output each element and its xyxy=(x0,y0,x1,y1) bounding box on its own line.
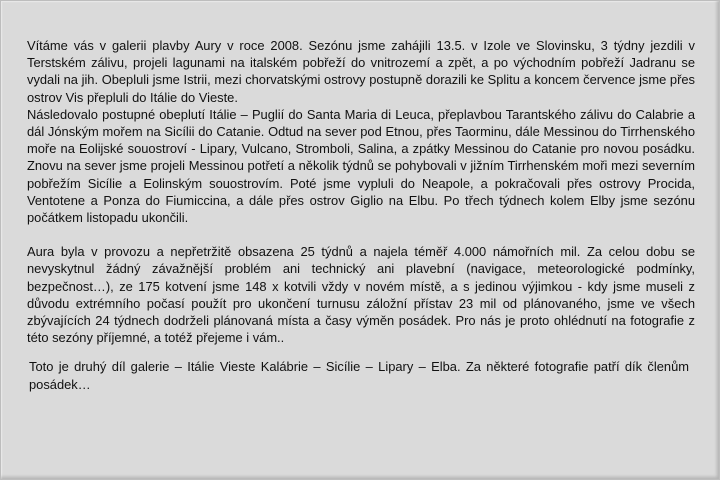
intro-paragraph-route-italy: Následovalo postupné obeplutí Itálie – Puglií do Santa Maria di Leuca, přeplavbou Tarantského zálivu do Calabrie a dál Jónským mořem na Sicílii do Catanie. Odtud na sever pod Etnou, přes Taorminu, dále Messinou do Tirrhenského moře na Eolijské souostroví - Lipary, Vulcano, Stromboli, Salina, a zpátky Messinou do Catanie pro novou posádku. Znovu na sever jsme projeli Messinou potřetí a několik týdnů se pohybovali v jižním Tirrhenském moři mezi severním pobřežím Sicílie a Eolinským souostrovím. Poté jsme vypluli do Neapole, a pokračovali přes ostrovy Procida, Ventotene a Ponza do Fiumiccina, a dále přes ostrov Giglio na Elbu. Po třech týdnech kolem Elby jsme sezónu počátkem listopadu ukončili. xyxy=(27,106,695,226)
intro-text-block xyxy=(27,37,695,393)
intro-paragraph-gallery-part: Toto je druhý díl galerie – Itálie Vieste Kalábrie – Sicílie – Lipary – Elba. Za některé fotografie patří dík členům posádek… xyxy=(29,359,689,392)
intro-paragraph-season-start: Vítáme vás v galerii plavby Aury v roce 2008. Sezónu jsme zahájili 13.5. v Izole ve Slovinsku, 3 týdny jezdili v Terstském zálivu, projeli lagunami na italském pobřeží do vnitrozemí a zpět, a po východním pobřeží Jadranu se vydali na jih. Obepluli jsme Istrii, mezi chorvatskými ostrovy postupně dorazili ke Splitu a koncem července jsme přes ostrov Vis přepluli do Itálie do Vieste. xyxy=(27,38,695,105)
paragraph-spacer xyxy=(27,226,695,243)
intro-paragraph-season-summary: Aura byla v provozu a nepřetržitě obsazena 25 týdnů a najela téměř 4.000 námořních mil. Za celou dobu se nevyskytnul žádný závažnější problém ani technický ani plavební (navigace, meteorologické podmínky, bezpečnost…), ze 175 kotvení jsme 148 x kotvili vždy v novém místě, a s jedinou výjimkou - kdy jsme museli z důvodu extrémního počasí použít pro ukončení turnusu záložní přístav 23 mil od plánovaného, jsme ve všech zbývajících 24 týdnech dodrželi plánovaná místa a časy výměn posádek. Pro nás je proto ohlédnutí na fotografie z této sezóny příjemné, a totéž přejeme i vám.. xyxy=(27,244,695,346)
paragraph-spacer xyxy=(27,346,695,358)
